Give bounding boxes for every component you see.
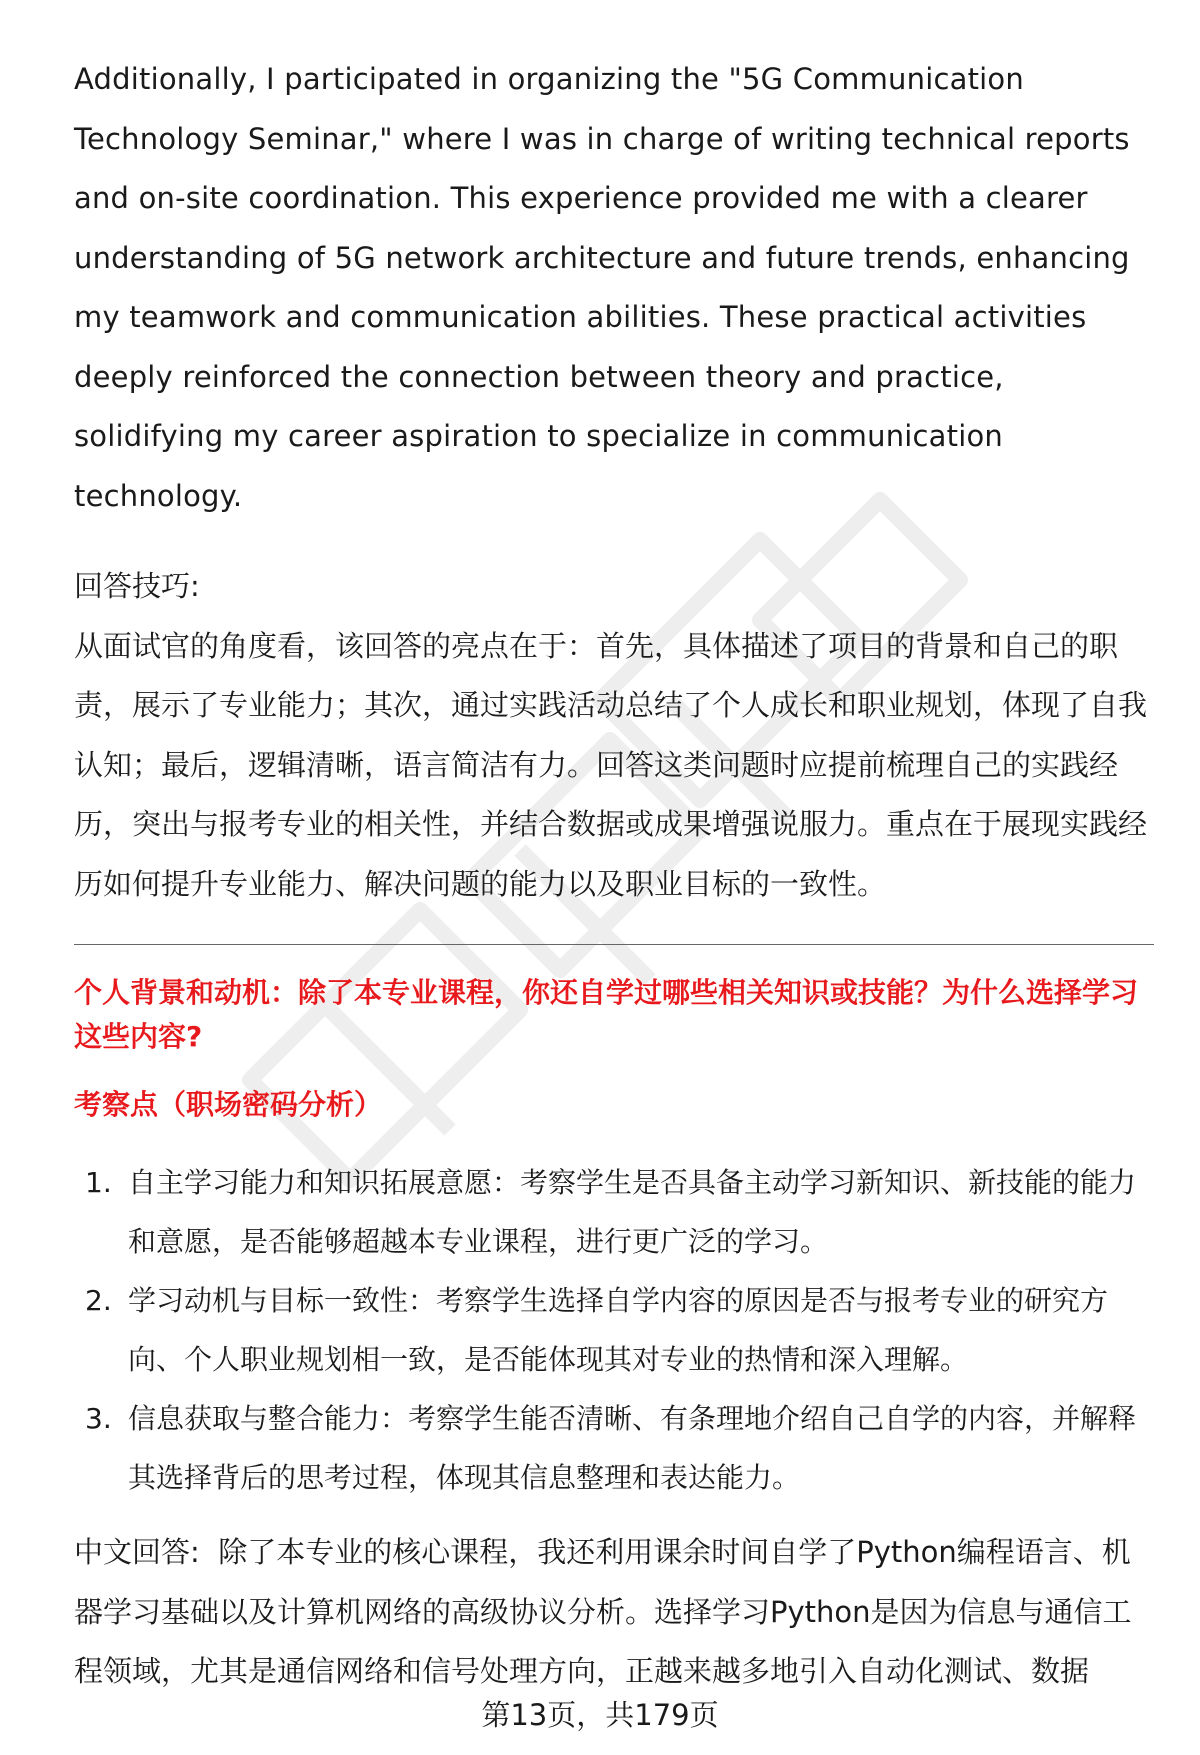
focus-points-list xyxy=(74,1153,1154,1507)
tips-text: 从面试官的角度看，该回答的亮点在于：首先，具体描述了项目的背景和自己的职责，展示了专业能力；其次，通过实践活动总结了个人成长和职业规划，体现了自我认知；最后，逻辑清晰，语言简洁有力。回答这类问题时应提前梳理自己的实践经历，突出与报考专业的相关性，并结合数据或成果增强说服力。重点在于展现实践经历如何提升专业能力、解决问题的能力以及职业目标的一致性。 xyxy=(74,628,1148,901)
list-item-text: 信息获取与整合能力：考察学生能否清晰、有条理地介绍自己自学的内容，并解释其选择背后的思考过程，体现其信息整理和表达能力。 xyxy=(128,1402,1137,1494)
answer-label: 中文回答: xyxy=(74,1535,200,1569)
page-number-footer: 第13页，共179页 xyxy=(481,1698,719,1732)
answer-text: 除了本专业的核心课程，我还利用课余时间自学了Python编程语言、机器学习基础以及计算机网络的高级协议分析。选择学习Python是因为信息与通信工程领域，尤其是通信网络和信号处理方向，正越来越多地引入自动化测试、数据 xyxy=(74,1535,1132,1688)
intro-paragraph: Additionally, I participated in organizing the "5G Communication Technology Seminar," where I was in charge of writing technical reports and on-site coordination. This experience provided me with a clearer understanding of 5G network architecture and future trends, enhancing my teamwork and communication abilities. These practical activities deeply reinforced the connection between theory and practice, solidifying my career aspiration to specialize in communication technology. xyxy=(74,62,1130,513)
list-item-text: 自主学习能力和知识拓展意愿：考察学生是否具备主动学习新知识、新技能的能力和意愿，是否能够超越本专业课程，进行更广泛的学习。 xyxy=(128,1166,1137,1258)
list-item-number: 1. xyxy=(85,1166,112,1199)
list-item xyxy=(74,1153,1154,1271)
focus-label: 考察点（职场密码分析） xyxy=(74,1088,383,1121)
list-item-number: 3. xyxy=(85,1402,112,1435)
document-page xyxy=(74,50,1154,1702)
section-divider xyxy=(74,944,1154,945)
list-item-number: 2. xyxy=(85,1284,112,1317)
list-item-text: 学习动机与目标一致性：考察学生选择自学内容的原因是否与报考专业的研究方向、个人职业规划相一致，是否能体现其对专业的热情和深入理解。 xyxy=(128,1284,1109,1376)
list-item xyxy=(74,1271,1154,1389)
question-title: 个人背景和动机：除了本专业课程，你还自学过哪些相关知识或技能？为什么选择学习这些内容? xyxy=(74,976,1139,1053)
tips-label: 回答技巧: xyxy=(74,569,200,603)
answer-paragraph xyxy=(74,1523,1154,1702)
list-item xyxy=(74,1389,1154,1507)
